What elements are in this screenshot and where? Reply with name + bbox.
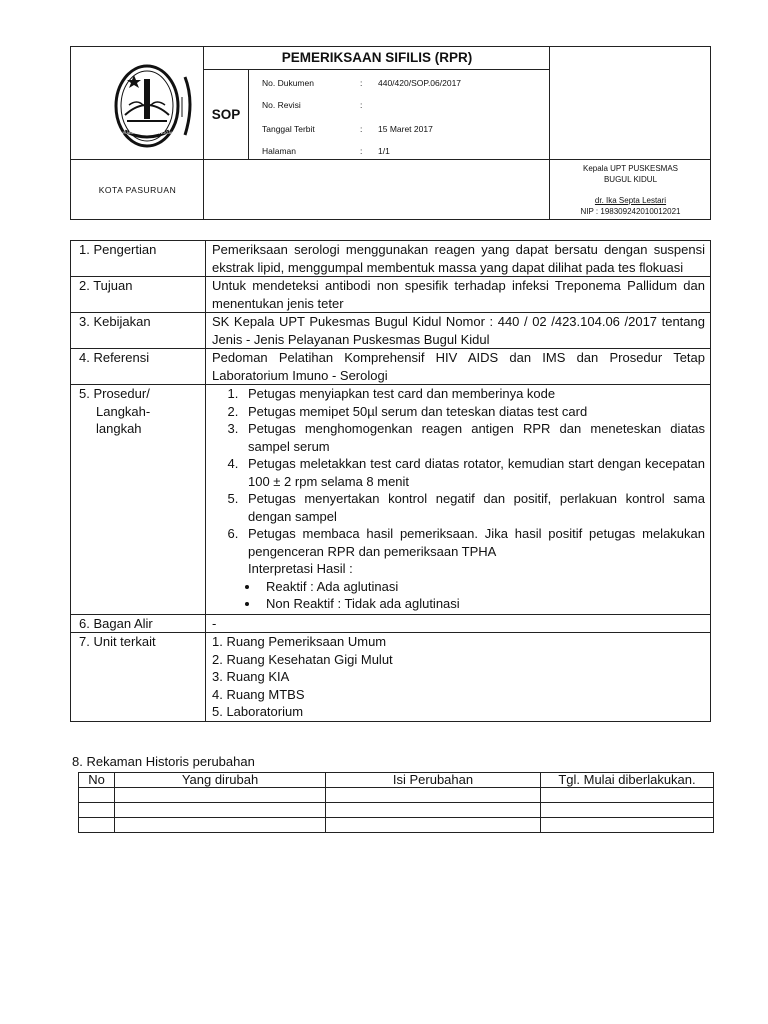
unit-list (206, 633, 711, 722)
unit-item: 3. Ruang KIA (212, 669, 290, 684)
text-bagan: - (206, 614, 711, 633)
procedure-step: 2. Petugas memipet 50µl serum dan teteskan diatas test card (242, 403, 705, 421)
row-bagan (71, 614, 711, 633)
interpretasi-label: Interpretasi Hasil : (248, 561, 353, 576)
history-row (79, 818, 714, 833)
document-title: PEMERIKSAAN SIFILIS (RPR) (281, 50, 473, 65)
text-pengertian: Pemeriksaan serologi menggunakan reagen yang dapat bersatu dengan suspensi ekstrak lipid, menggumpal membentuk massa yang dapat dilihat pada tes flokuasi (206, 241, 711, 277)
text-referensi: Pedoman Pelatihan Komprehensif HIV AIDS dan IMS dan Prosedur Tetap Laboratorium Imuno - Serologi (206, 349, 711, 385)
city-emblem-icon (109, 59, 209, 153)
col-tgl-mulai: Tgl. Mulai diberlakukan. (541, 773, 714, 788)
label-bagan: 6. Bagan Alir (71, 614, 206, 633)
procedure-step: 4. Petugas meletakkan test card diatas rotator, kemudian start dengan kecepatan 100 ± 2 rpm selama 8 menit (242, 455, 705, 490)
unit-item: 4. Ruang MTBS (212, 686, 305, 702)
unit-item: 2. Ruang Kesehatan Gigi Mulut (212, 651, 393, 667)
prosedur-content (206, 385, 711, 615)
col-isi-perubahan: Isi Perubahan (326, 773, 541, 788)
label-unit: 7. Unit terkait (71, 633, 206, 722)
text-kebijakan: SK Kepala UPT Pukesmas Bugul Kidul Nomor : 440 / 02 /423.104.06 /2017 tentang Jenis - Jenis Pelayanan Puskesmas Bugul Kidul (206, 313, 711, 349)
signer-nip: NIP : 198309242010012021 (580, 207, 681, 216)
row-unit (71, 633, 711, 722)
text-tujuan: Untuk mendeteksi antibodi non spesifik terhadap infeksi Treponema Pallidum dan menentukan jenis teter (206, 277, 711, 313)
signer-line1: Kepala UPT PUSKESMAS (582, 164, 678, 173)
history-title: 8. Rekaman Historis perubahan (72, 754, 255, 769)
kota-label: KOTA PASURUAN (98, 184, 177, 195)
label-tujuan: 2. Tujuan (71, 277, 206, 313)
procedure-steps (212, 385, 705, 560)
interpretasi-list (212, 578, 705, 613)
history-row (79, 803, 714, 818)
row-referensi (71, 349, 711, 385)
procedure-step: 6. Petugas membaca hasil pemeriksaan. Jika hasil positif petugas melakukan pengenceran RPR dan pemeriksaan TPHA (242, 525, 705, 560)
signer-line2: BUGUL KIDUL (603, 175, 658, 184)
label-pengertian: 1. Pengertian (71, 241, 206, 277)
history-table (78, 772, 714, 833)
label-prosedur: 5. Prosedur/ Langkah- langkah (71, 385, 206, 615)
sop-content-table (70, 240, 711, 722)
interpretasi-item: • Reaktif : Ada aglutinasi (260, 578, 705, 596)
signer-name: dr. Ika Septa Lestari (594, 196, 667, 205)
sop-label: SOP (211, 106, 241, 122)
row-kebijakan (71, 313, 711, 349)
history-header-row (79, 773, 714, 788)
procedure-step: 5. Petugas menyertakan kontrol negatif dan positif, perlakuan kontrol sama dengan sampel (242, 490, 705, 525)
row-tujuan (71, 277, 711, 313)
col-yang-dirubah: Yang dirubah (115, 773, 326, 788)
document-header: PEMERIKSAAN SIFILIS (RPR) SOP SURABAYA SATYA MANGGALA No. Dukumen : 440/420/SOP.06/2017 No. Revisi : Tanggal Terbit : 15 Maret 2017 Halaman : 1/1 KOTA PASURUAN Kepala UPT PUSKESMAS BUGUL KIDUL dr. Ika Septa Lestari NIP : 198309242010012021 (70, 46, 711, 220)
procedure-step: 3. Petugas menghomogenkan reagen antigen RPR dan meneteskan diatas sampel serum (242, 420, 705, 455)
procedure-step: 1. Petugas menyiapkan test card dan memberinya kode (242, 385, 705, 403)
row-prosedur (71, 385, 711, 615)
label-referensi: 4. Referensi (71, 349, 206, 385)
row-pengertian (71, 241, 711, 277)
col-no: No (79, 773, 115, 788)
interpretasi-item: • Non Reaktif : Tidak ada aglutinasi (260, 595, 705, 613)
history-row (79, 788, 714, 803)
signer-block (550, 159, 711, 220)
unit-item: 1. Ruang Pemeriksaan Umum (212, 634, 387, 649)
label-kebijakan: 3. Kebijakan (71, 313, 206, 349)
unit-item: 5. Laboratorium (212, 704, 304, 719)
emblem-caption: SURABAYA SATYA MANGGALA (117, 130, 177, 135)
